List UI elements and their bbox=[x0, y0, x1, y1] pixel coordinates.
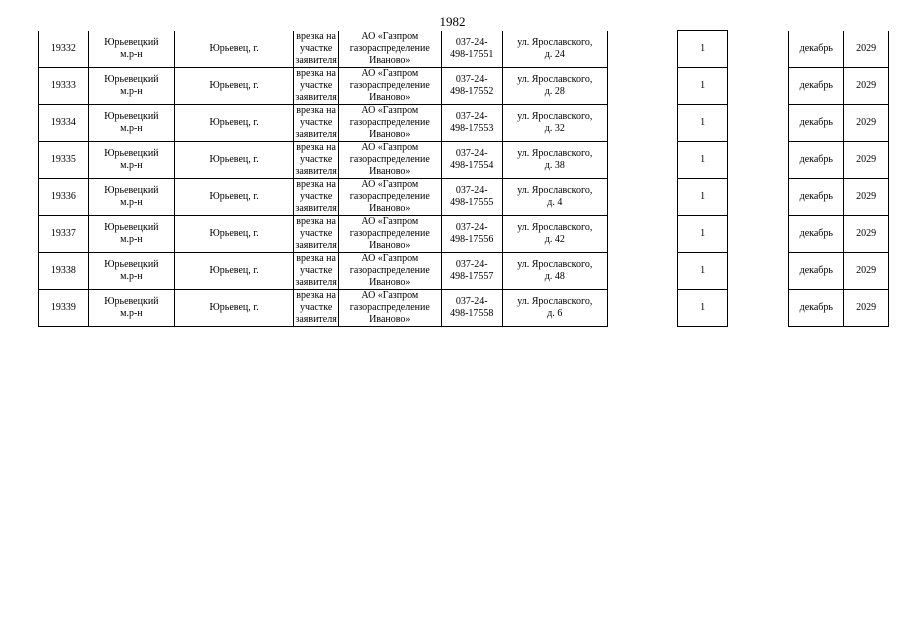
cell-work-type-line: врезка на bbox=[296, 179, 336, 190]
cell-extra bbox=[607, 216, 678, 253]
cell-address-line: д. 42 bbox=[544, 234, 565, 245]
cell-district-line: Юрьевецкий bbox=[104, 36, 159, 48]
cell-extra bbox=[607, 290, 678, 327]
cell-id: 19338 bbox=[39, 253, 89, 290]
cell-code-line: 037-24- bbox=[455, 259, 488, 270]
cell-blank bbox=[728, 142, 789, 179]
cell-work-type-line: участке bbox=[299, 80, 333, 91]
cell-code-line: 037-24- bbox=[455, 111, 488, 122]
cell-work-type-line: участке bbox=[299, 228, 333, 239]
cell-code-line: 498-17556 bbox=[450, 234, 494, 245]
cell-district-line: м.р-н bbox=[120, 86, 143, 97]
cell-year: 2029 bbox=[844, 253, 889, 290]
cell-work-type-line: заявителя bbox=[295, 240, 337, 251]
cell-work-type-line: врезка на bbox=[296, 216, 336, 227]
cell-month: декабрь bbox=[789, 31, 844, 68]
cell-address-line: ул. Ярославского, bbox=[517, 185, 593, 196]
cell-code bbox=[441, 142, 502, 179]
cell-code-line: 037-24- bbox=[455, 296, 488, 307]
cell-operator-line: Иваново» bbox=[369, 314, 411, 325]
cell-blank bbox=[728, 105, 789, 142]
cell-code-line: 498-17552 bbox=[450, 86, 494, 97]
cell-year: 2029 bbox=[844, 290, 889, 327]
cell-count: 1 bbox=[678, 142, 728, 179]
cell-code-line: 498-17554 bbox=[450, 160, 494, 171]
cell-work-type bbox=[294, 105, 339, 142]
cell-district bbox=[88, 105, 174, 142]
cell-work-type-line: врезка на bbox=[296, 253, 336, 264]
cell-address bbox=[502, 253, 607, 290]
cell-year: 2029 bbox=[844, 31, 889, 68]
cell-district-line: Юрьевецкий bbox=[104, 296, 159, 307]
cell-district bbox=[88, 290, 174, 327]
cell-work-type-line: заявителя bbox=[295, 166, 337, 177]
cell-blank bbox=[728, 253, 789, 290]
cell-district-line: м.р-н bbox=[120, 234, 143, 245]
cell-operator bbox=[338, 290, 441, 327]
cell-district bbox=[88, 216, 174, 253]
cell-address bbox=[502, 105, 607, 142]
table-row bbox=[39, 216, 889, 253]
cell-operator-line: газораспределение bbox=[349, 80, 430, 91]
cell-extra bbox=[607, 68, 678, 105]
cell-city: Юрьевец, г. bbox=[174, 142, 293, 179]
cell-code bbox=[441, 105, 502, 142]
cell-month: декабрь bbox=[789, 68, 844, 105]
cell-code-line: 037-24- bbox=[455, 74, 488, 85]
cell-work-type-line: заявителя bbox=[295, 277, 337, 288]
table-row bbox=[39, 290, 889, 327]
cell-work-type-line: участке bbox=[299, 191, 333, 202]
cell-address-line: ул. Ярославского, bbox=[517, 296, 593, 307]
cell-work-type-line: заявителя bbox=[295, 92, 337, 103]
cell-code bbox=[441, 68, 502, 105]
cell-extra bbox=[607, 31, 678, 68]
cell-work-type bbox=[294, 31, 339, 68]
cell-operator bbox=[338, 179, 441, 216]
cell-year: 2029 bbox=[844, 68, 889, 105]
cell-operator-line: газораспределение bbox=[349, 117, 430, 128]
cell-operator-line: Иваново» bbox=[369, 240, 411, 251]
cell-extra bbox=[607, 253, 678, 290]
cell-address-line: ул. Ярославского, bbox=[517, 148, 593, 159]
cell-operator-line: газораспределение bbox=[349, 191, 430, 202]
cell-code bbox=[441, 31, 502, 68]
cell-operator bbox=[338, 68, 441, 105]
cell-code-line: 498-17553 bbox=[450, 123, 494, 134]
cell-work-type-line: участке bbox=[299, 302, 333, 313]
cell-district bbox=[88, 142, 174, 179]
cell-city: Юрьевец, г. bbox=[174, 253, 293, 290]
cell-id: 19337 bbox=[39, 216, 89, 253]
cell-month: декабрь bbox=[789, 216, 844, 253]
cell-code bbox=[441, 290, 502, 327]
cell-city: Юрьевец, г. bbox=[174, 179, 293, 216]
table-row bbox=[39, 68, 889, 105]
cell-blank bbox=[728, 68, 789, 105]
cell-year: 2029 bbox=[844, 105, 889, 142]
cell-extra bbox=[607, 105, 678, 142]
table-body bbox=[39, 31, 889, 327]
cell-code-line: 498-17557 bbox=[450, 271, 494, 282]
cell-work-type-line: врезка на bbox=[296, 142, 336, 153]
cell-work-type-line: заявителя bbox=[295, 314, 337, 325]
cell-district bbox=[88, 68, 174, 105]
cell-code-line: 037-24- bbox=[455, 222, 488, 233]
cell-work-type-line: заявителя bbox=[295, 54, 337, 66]
cell-operator-line: АО «Газпром bbox=[361, 105, 419, 116]
cell-extra bbox=[607, 142, 678, 179]
cell-work-type bbox=[294, 253, 339, 290]
cell-operator-line: АО «Газпром bbox=[361, 290, 419, 301]
cell-city: Юрьевец, г. bbox=[174, 31, 293, 68]
cell-month: декабрь bbox=[789, 290, 844, 327]
cell-district-line: Юрьевецкий bbox=[104, 148, 159, 159]
cell-count: 1 bbox=[678, 216, 728, 253]
cell-address bbox=[502, 179, 607, 216]
cell-work-type-line: врезка на bbox=[296, 30, 336, 42]
table-row bbox=[39, 105, 889, 142]
cell-count: 1 bbox=[678, 68, 728, 105]
cell-work-type-line: участке bbox=[299, 117, 333, 128]
table-row bbox=[39, 31, 889, 68]
cell-blank bbox=[728, 179, 789, 216]
cell-address-line: ул. Ярославского, bbox=[517, 111, 593, 122]
cell-work-type bbox=[294, 216, 339, 253]
cell-code-line: 037-24- bbox=[455, 148, 488, 159]
cell-operator-line: АО «Газпром bbox=[361, 142, 419, 153]
cell-month: декабрь bbox=[789, 179, 844, 216]
cell-district-line: Юрьевецкий bbox=[104, 111, 159, 122]
cell-work-type-line: участке bbox=[299, 265, 333, 276]
cell-district-line: м.р-н bbox=[120, 48, 143, 60]
cell-month: декабрь bbox=[789, 253, 844, 290]
cell-operator-line: АО «Газпром bbox=[361, 253, 419, 264]
cell-month: декабрь bbox=[789, 142, 844, 179]
cell-code bbox=[441, 179, 502, 216]
cell-work-type bbox=[294, 290, 339, 327]
cell-work-type-line: врезка на bbox=[296, 290, 336, 301]
cell-count: 1 bbox=[678, 31, 728, 68]
cell-address bbox=[502, 142, 607, 179]
cell-year: 2029 bbox=[844, 179, 889, 216]
cell-district-line: м.р-н bbox=[120, 197, 143, 208]
cell-id: 19339 bbox=[39, 290, 89, 327]
cell-address-line: д. 48 bbox=[544, 271, 565, 282]
cell-address-line: д. 32 bbox=[544, 123, 565, 134]
cell-address-line: д. 28 bbox=[544, 86, 565, 97]
cell-city: Юрьевец, г. bbox=[174, 105, 293, 142]
cell-operator-line: АО «Газпром bbox=[361, 179, 419, 190]
cell-blank bbox=[728, 290, 789, 327]
cell-count: 1 bbox=[678, 105, 728, 142]
registry-table bbox=[38, 30, 889, 327]
cell-operator-line: газораспределение bbox=[349, 154, 430, 165]
cell-operator bbox=[338, 253, 441, 290]
cell-operator bbox=[338, 142, 441, 179]
cell-district-line: Юрьевецкий bbox=[104, 74, 159, 85]
cell-blank bbox=[728, 216, 789, 253]
cell-address bbox=[502, 31, 607, 68]
cell-month: декабрь bbox=[789, 105, 844, 142]
cell-city: Юрьевец, г. bbox=[174, 290, 293, 327]
cell-code bbox=[441, 216, 502, 253]
cell-operator-line: АО «Газпром bbox=[361, 216, 419, 227]
cell-address-line: ул. Ярославского, bbox=[517, 36, 593, 48]
cell-operator-line: Иваново» bbox=[369, 129, 411, 140]
cell-year: 2029 bbox=[844, 142, 889, 179]
cell-id: 19334 bbox=[39, 105, 89, 142]
cell-address-line: ул. Ярославского, bbox=[517, 222, 593, 233]
cell-operator-line: газораспределение bbox=[349, 302, 430, 313]
cell-district-line: Юрьевецкий bbox=[104, 185, 159, 196]
cell-code-line: 498-17555 bbox=[450, 197, 494, 208]
page-number: 1982 bbox=[439, 14, 466, 29]
cell-id: 19335 bbox=[39, 142, 89, 179]
cell-operator-line: АО «Газпром bbox=[361, 68, 419, 79]
cell-code bbox=[441, 253, 502, 290]
cell-operator-line: газораспределение bbox=[349, 42, 430, 54]
cell-district bbox=[88, 179, 174, 216]
cell-operator-line: Иваново» bbox=[369, 92, 411, 103]
cell-work-type-line: заявителя bbox=[295, 203, 337, 214]
cell-work-type-line: участке bbox=[299, 42, 333, 54]
cell-work-type-line: врезка на bbox=[296, 105, 336, 116]
cell-operator-line: газораспределение bbox=[349, 228, 430, 239]
cell-district bbox=[88, 253, 174, 290]
cell-work-type-line: врезка на bbox=[296, 68, 336, 79]
cell-operator-line: Иваново» bbox=[369, 203, 411, 214]
cell-operator bbox=[338, 105, 441, 142]
cell-district-line: м.р-н bbox=[120, 160, 143, 171]
cell-extra bbox=[607, 179, 678, 216]
cell-work-type-line: участке bbox=[299, 154, 333, 165]
cell-city: Юрьевец, г. bbox=[174, 216, 293, 253]
cell-district-line: Юрьевецкий bbox=[104, 222, 159, 233]
cell-code-line: 037-24- bbox=[455, 185, 488, 196]
cell-address bbox=[502, 290, 607, 327]
cell-work-type bbox=[294, 179, 339, 216]
cell-district bbox=[88, 31, 174, 68]
cell-work-type bbox=[294, 68, 339, 105]
cell-operator-line: Иваново» bbox=[369, 54, 411, 66]
cell-operator bbox=[338, 31, 441, 68]
cell-address-line: ул. Ярославского, bbox=[517, 74, 593, 85]
cell-district-line: м.р-н bbox=[120, 123, 143, 134]
cell-city: Юрьевец, г. bbox=[174, 68, 293, 105]
cell-district-line: Юрьевецкий bbox=[104, 259, 159, 270]
cell-operator-line: газораспределение bbox=[349, 265, 430, 276]
cell-code-line: 498-17558 bbox=[450, 308, 494, 319]
table-row bbox=[39, 253, 889, 290]
cell-operator bbox=[338, 216, 441, 253]
cell-count: 1 bbox=[678, 179, 728, 216]
cell-address-line: д. 4 bbox=[547, 197, 563, 208]
cell-operator-line: Иваново» bbox=[369, 166, 411, 177]
cell-year: 2029 bbox=[844, 216, 889, 253]
cell-address-line: д. 24 bbox=[544, 48, 565, 60]
cell-address-line: д. 6 bbox=[547, 308, 563, 319]
cell-address-line: д. 38 bbox=[544, 160, 565, 171]
cell-id: 19332 bbox=[39, 31, 89, 68]
cell-code-line: 037-24- bbox=[455, 36, 488, 48]
cell-id: 19336 bbox=[39, 179, 89, 216]
cell-count: 1 bbox=[678, 290, 728, 327]
cell-operator-line: Иваново» bbox=[369, 277, 411, 288]
cell-district-line: м.р-н bbox=[120, 308, 143, 319]
cell-id: 19333 bbox=[39, 68, 89, 105]
cell-operator-line: АО «Газпром bbox=[361, 30, 419, 42]
cell-work-type bbox=[294, 142, 339, 179]
table-row bbox=[39, 179, 889, 216]
cell-blank bbox=[728, 31, 789, 68]
cell-count: 1 bbox=[678, 253, 728, 290]
cell-district-line: м.р-н bbox=[120, 271, 143, 282]
cell-address-line: ул. Ярославского, bbox=[517, 259, 593, 270]
cell-code-line: 498-17551 bbox=[450, 48, 494, 60]
table-row bbox=[39, 142, 889, 179]
cell-address bbox=[502, 216, 607, 253]
cell-work-type-line: заявителя bbox=[295, 129, 337, 140]
cell-address bbox=[502, 68, 607, 105]
